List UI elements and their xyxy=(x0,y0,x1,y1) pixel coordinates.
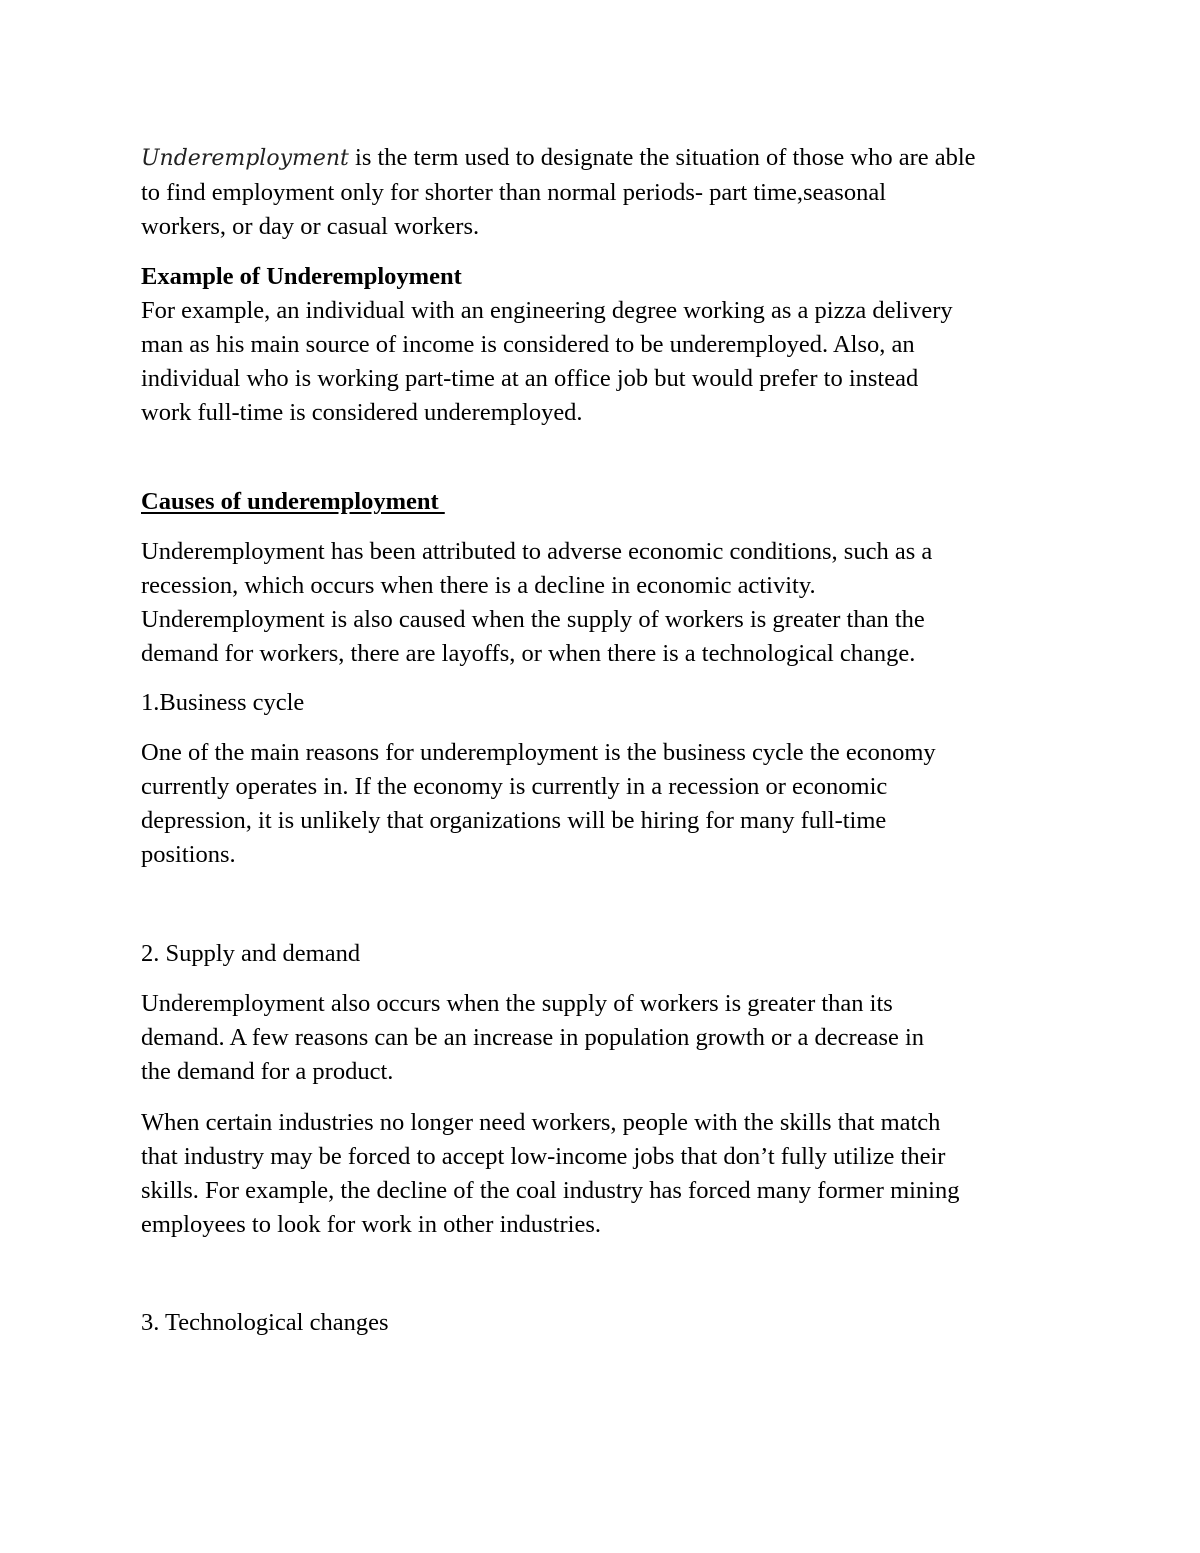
business-cycle-heading: 1.Business cycle xyxy=(141,689,305,716)
example-line-2: man as his main source of income is considered to be underemployed. Also, an xyxy=(141,331,915,358)
business-cycle-line-1: One of the main reasons for underemployment is the business cycle the economy xyxy=(141,739,936,766)
intro-line-2: to find employment only for shorter than normal periods- part time,seasonal xyxy=(141,179,887,206)
intro-line-1 xyxy=(141,141,1081,176)
intro-line-3: workers, or day or casual workers. xyxy=(141,213,480,240)
industries-line-2: that industry may be forced to accept low-income jobs that don’t fully utilize their xyxy=(141,1143,946,1170)
causes-line-4: demand for workers, there are layoffs, or when there is a technological change. xyxy=(141,640,916,667)
causes-heading xyxy=(141,485,1081,519)
causes-paragraph xyxy=(141,535,1081,671)
supply-demand-line-2: demand. A few reasons can be an increase in population growth or a decrease in xyxy=(141,1024,925,1051)
supply-demand-paragraph-1 xyxy=(141,987,1081,1089)
intro-line-1-rest: is the term used to designate the situation of those who are able xyxy=(348,144,976,171)
industries-line-1: When certain industries no longer need workers, people with the skills that match xyxy=(141,1109,941,1136)
industries-line-3: skills. For example, the decline of the coal industry has forced many former mining xyxy=(141,1177,960,1204)
technological-changes-heading: 3. Technological changes xyxy=(141,1309,389,1336)
supply-demand-line-3: the demand for a product. xyxy=(141,1058,394,1085)
example-line-3: individual who is working part-time at an office job but would prefer to instead xyxy=(141,365,919,392)
business-cycle-line-2: currently operates in. If the economy is currently in a recession or economic xyxy=(141,773,888,800)
supply-demand-line-1: Underemployment also occurs when the supply of workers is greater than its xyxy=(141,990,893,1017)
causes-line-1: Underemployment has been attributed to adverse economic conditions, such as a xyxy=(141,538,933,565)
industries-line-4: employees to look for work in other industries. xyxy=(141,1211,601,1238)
example-paragraph xyxy=(141,294,1081,430)
causes-line-3: Underemployment is also caused when the supply of workers is greater than the xyxy=(141,606,925,633)
example-heading: Example of Underemployment xyxy=(141,263,462,290)
intro-paragraph xyxy=(141,141,1081,244)
supply-demand-heading: 2. Supply and demand xyxy=(141,940,361,967)
business-cycle-line-4: positions. xyxy=(141,841,236,868)
business-cycle-line-3: depression, it is unlikely that organizations will be hiring for many full-time xyxy=(141,807,887,834)
underemployment-term: Underemployment xyxy=(141,146,349,171)
causes-heading-text: Causes of underemployment xyxy=(141,488,445,515)
supply-demand-paragraph-2 xyxy=(141,1106,1081,1242)
example-line-4: work full-time is considered underemployed. xyxy=(141,399,583,426)
example-line-1: For example, an individual with an engineering degree working as a pizza delivery xyxy=(141,297,953,324)
causes-line-2: recession, which occurs when there is a decline in economic activity. xyxy=(141,572,816,599)
business-cycle-paragraph xyxy=(141,736,1081,872)
